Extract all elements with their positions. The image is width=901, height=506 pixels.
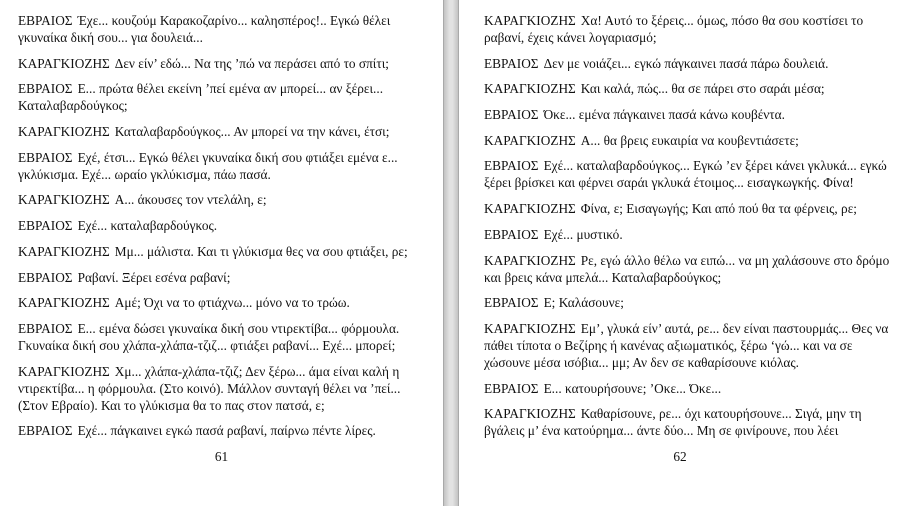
dialogue-line bbox=[484, 294, 891, 311]
speaker-name: ΕΒΡΑΙΟΣ bbox=[18, 269, 73, 285]
dialogue-text: Ε... πρώτα θέλει εκείνη ’πεί εμένα αν μπορεί... αν ξέρει... Καταλαβαρδούγκος; bbox=[18, 81, 384, 114]
dialogue-text: Ε... κατουρήσουνε; ’Οκε... Όκε... bbox=[543, 380, 722, 396]
dialogue-line bbox=[484, 226, 891, 243]
dialogue-text: Καταλαβαρδούγκος... Αν μπορεί να την κάνει, έτσι; bbox=[114, 124, 390, 140]
speaker-name: ΚΑΡΑΓΚΙΟΖΗΣ bbox=[18, 124, 110, 140]
dialogue-line bbox=[18, 123, 429, 140]
speaker-name: ΕΒΡΑΙΟΣ bbox=[484, 107, 539, 123]
dialogue-line bbox=[484, 132, 891, 149]
dialogue-line bbox=[484, 80, 891, 97]
dialogue-line bbox=[18, 269, 429, 286]
speaker-name: ΕΒΡΑΙΟΣ bbox=[18, 149, 73, 165]
dialogue-line bbox=[18, 55, 429, 72]
speaker-name: ΚΑΡΑΓΚΙΟΖΗΣ bbox=[484, 252, 576, 268]
speaker-name: ΚΑΡΑΓΚΙΟΖΗΣ bbox=[18, 363, 110, 379]
dialogue-text: Α... θα βρεις ευκαιρία να κουβεντιάσετε; bbox=[580, 132, 799, 148]
dialogue-text: Εχέ, έτσι... Εγκώ θέλει γκυναίκα δική σου φτιάξει εμένα ε... γκλύκισμα. Εχέ... ωραίο γκλύκισμα, πάω πασά. bbox=[18, 149, 398, 182]
speaker-name: ΕΒΡΑΙΟΣ bbox=[18, 320, 73, 336]
dialogue-text: Εχέ... καταλαβαρδούγκος. bbox=[77, 218, 218, 234]
speaker-name: ΚΑΡΑΓΚΙΟΖΗΣ bbox=[484, 201, 576, 217]
speaker-name: ΚΑΡΑΓΚΙΟΖΗΣ bbox=[18, 243, 110, 259]
speaker-name: ΚΑΡΑΓΚΙΟΖΗΣ bbox=[484, 81, 576, 97]
dialogue-text: Καθαρίσουνε, ρε... όχι κατουρήσουνε... Σιγά, μην τη βγάλεις μ’ ένα κατούρημα... άντε δύο... Μη σε φινίρουνε, που λέει bbox=[484, 406, 862, 439]
left-page bbox=[0, 0, 443, 506]
dialogue-text: Όκε... εμένα πάγκαινει πασά κάνω κουβέντα. bbox=[543, 107, 785, 123]
dialogue-line bbox=[18, 320, 429, 354]
dialogue-line bbox=[484, 157, 891, 191]
dialogue-text: Ρε, εγώ άλλο θέλω να ειπώ... να μη χαλάσουνε στο δρόμο και βρεις κάνα μπελά... Καταλαβαρδούγκος; bbox=[484, 252, 890, 285]
dialogue-line bbox=[18, 243, 429, 260]
speaker-name: ΕΒΡΑΙΟΣ bbox=[18, 423, 73, 439]
right-page-text bbox=[484, 12, 891, 448]
dialogue-text: Δεν είν’ εδώ... Να της ’πώ να περάσει από το σπίτι; bbox=[114, 55, 389, 71]
dialogue-text: Ε; Καλάσουνε; bbox=[543, 295, 624, 311]
dialogue-line bbox=[18, 191, 429, 208]
speaker-name: ΚΑΡΑΓΚΙΟΖΗΣ bbox=[18, 295, 110, 311]
dialogue-line bbox=[18, 294, 429, 311]
dialogue-text: Αμέ; Όχι να το φτιάχνω... μόνο να το τρώω. bbox=[114, 295, 350, 311]
speaker-name: ΚΑΡΑΓΚΙΟΖΗΣ bbox=[484, 406, 576, 422]
book-gutter bbox=[443, 0, 459, 506]
speaker-name: ΚΑΡΑΓΚΙΟΖΗΣ bbox=[18, 192, 110, 208]
right-page bbox=[459, 0, 901, 506]
speaker-name: ΚΑΡΑΓΚΙΟΖΗΣ bbox=[484, 132, 576, 148]
speaker-name: ΚΑΡΑΓΚΙΟΖΗΣ bbox=[484, 320, 576, 336]
speaker-name: ΕΒΡΑΙΟΣ bbox=[484, 295, 539, 311]
speaker-name: ΕΒΡΑΙΟΣ bbox=[18, 13, 73, 28]
speaker-name: ΕΒΡΑΙΟΣ bbox=[484, 226, 539, 242]
dialogue-text: Μμ... μάλιστα. Και τι γλύκισμα θες να σου φτιάξει, ρε; bbox=[114, 243, 408, 259]
speaker-name: ΕΒΡΑΙΟΣ bbox=[484, 380, 539, 396]
page-number: 62 bbox=[673, 449, 687, 464]
dialogue-text: Εχέ... μυστικό. bbox=[543, 226, 623, 242]
speaker-name: ΕΒΡΑΙΟΣ bbox=[18, 218, 73, 234]
left-page-text bbox=[18, 12, 429, 448]
dialogue-text: Δεν με νοιάζει... εγκώ πάγκαινει πασά πάρω δουλειά. bbox=[543, 55, 829, 71]
dialogue-line bbox=[484, 200, 891, 217]
dialogue-text: Εμ’, γλυκά είν’ αυτά, ρε... δεν είναι παστουρμάς... Θες να πάθει τίποτα ο Βεζίρης ή κανένας αξιωματικός, ξέρω ‘γώ... και να σε χώσουνε μέσα ισόβια... μμ; Αν δεν σε καθαρίσουνε κιόλας. bbox=[484, 320, 889, 370]
dialogue-text: Εχέ... πάγκαινει εγκώ πασά ραβανί, παίρνω πέντε λίρες. bbox=[77, 423, 376, 439]
dialogue-line bbox=[484, 55, 891, 72]
dialogue-text: Και καλά, πώς... θα σε πάρει στο σαράι μέσα; bbox=[580, 81, 825, 97]
dialogue-text: Έχε... κουζούμ Καρακοζαρίνο... καλησπέρος!.. Εγκώ θέλει γκυναίκα δική σου... για δουλειά... bbox=[18, 13, 391, 45]
dialogue-line bbox=[484, 320, 891, 371]
speaker-name: ΚΑΡΑΓΚΙΟΖΗΣ bbox=[484, 13, 576, 28]
dialogue-line bbox=[18, 217, 429, 234]
dialogue-text: Εχέ... καταλαβαρδούγκος... Εγκώ ’εν ξέρει κάνει γκλυκά... εγκώ ξέρει βρίσκει και φέρνει σαράι γκλυκά έτοιμος... εισαγκωγκής. Φίνα! bbox=[484, 158, 887, 191]
dialogue-line bbox=[484, 405, 891, 439]
dialogue-text: Α... άκουσες τον ντελάλη, ε; bbox=[114, 192, 267, 208]
dialogue-line bbox=[18, 363, 429, 414]
dialogue-line bbox=[484, 106, 891, 123]
page-number: 61 bbox=[214, 449, 229, 464]
speaker-name: ΚΑΡΑΓΚΙΟΖΗΣ bbox=[18, 55, 110, 71]
speaker-name: ΕΒΡΑΙΟΣ bbox=[18, 81, 73, 97]
dialogue-text: Φίνα, ε; Εισαγωγής; Και από πού θα τα φέρνεις, ρε; bbox=[580, 201, 857, 217]
dialogue-text: Χμ... χλάπα-χλάπα-τζιζ; Δεν ξέρω... άμα είναι καλή η ντιρεκτίβα... η φόρμουλα. (Στο κοινό). Μάλλον συνταγή θέλει να ’πεί... (Στον Εβραίο). Και το γλύκισμα θα το πας στον πατσά, ε; bbox=[18, 363, 401, 413]
dialogue-line bbox=[18, 149, 429, 183]
dialogue-line bbox=[18, 80, 429, 114]
dialogue-text: Χα! Αυτό το ξέρεις... όμως, πόσο θα σου κοστίσει το ραβανί, έχεις κάνει λογαριασμό; bbox=[484, 13, 864, 45]
dialogue-line bbox=[18, 422, 429, 439]
dialogue-line bbox=[18, 12, 429, 46]
dialogue-text: Ραβανί. Ξέρει εσένα ραβανί; bbox=[77, 269, 231, 285]
speaker-name: ΕΒΡΑΙΟΣ bbox=[484, 158, 539, 174]
dialogue-line bbox=[484, 12, 891, 46]
dialogue-line bbox=[484, 252, 891, 286]
dialogue-text: Ε... εμένα δώσει γκυναίκα δική σου ντιρεκτίβα... φόρμουλα. Γκυναίκα δική σου χλάπα-χλάπα-τζιζ... φτιάξει ραβανί... Εχέ... μπορεί; bbox=[18, 320, 400, 353]
speaker-name: ΕΒΡΑΙΟΣ bbox=[484, 55, 539, 71]
dialogue-line bbox=[484, 380, 891, 397]
